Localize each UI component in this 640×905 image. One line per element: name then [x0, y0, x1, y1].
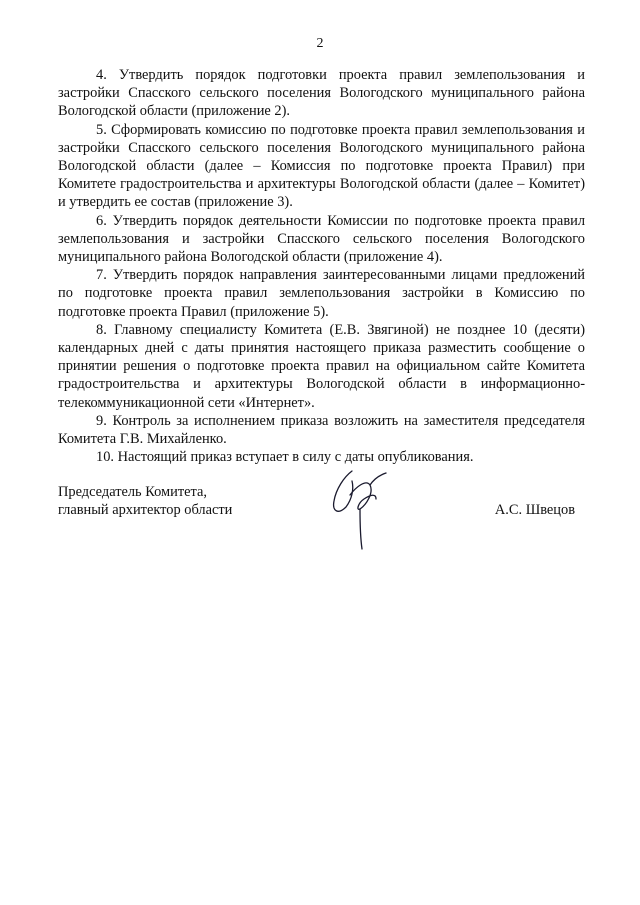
- paragraph-item-10: 10. Настоящий приказ вступает в силу с даты опубликования.: [96, 449, 474, 466]
- paragraph-item-8: 8. Главному специалисту Комитета (Е.В. Звягиной) не позднее 10 (десяти) календарных дней с даты принятия настоящего приказа разместить сообщение о принятии решения о подготовке проекта правил на официальном сайте Комитета градостроительства и архитектуры Вологодской области в информационно-телекоммуникационной сети «Интернет».: [58, 321, 585, 411]
- paragraph-item-6: 6. Утвердить порядок деятельности Комиссии по подготовке проекта правил землепользования и застройки Спасского сельского поселения Вологодского муниципального района Вологодской области (приложение 4).: [58, 212, 585, 266]
- signatory-title: [58, 483, 232, 520]
- order-body: [58, 66, 585, 466]
- signatory-title-line-1: Председатель Комитета,: [58, 484, 207, 500]
- paragraph-item-9: 9. Контроль за исполнением приказа возложить на заместителя председателя Комитета Г.В. Михайленко.: [58, 412, 585, 448]
- paragraph-item-7: 7. Утвердить порядок направления заинтересованными лицами предложений по подготовке проекта правил землепользования застройки в Комиссию по подготовке проекта Правил (приложение 5).: [58, 267, 585, 320]
- paragraph-item-5: 5. Сформировать комиссию по подготовке проекта правил землепользования и застройки Спасского сельского поселения Вологодского муниципального района Вологодской области (далее – Комиссия по подготовке проекта Правил) при Комитете градостроительства и архитектуры Вологодской области (далее – Комитет) и утвердить ее состав (приложение 3).: [58, 121, 585, 211]
- signatory-name: А.С. Швецов: [494, 502, 575, 518]
- paragraph-item-4: 4. Утвердить порядок подготовки проекта правил землепользования и застройки Спасского сельского поселения Вологодского муниципального района Вологодской области (приложение 2).: [58, 67, 585, 120]
- page-number: 2: [316, 36, 324, 51]
- handwritten-signature-icon: [330, 465, 390, 551]
- signature-block: [58, 483, 585, 553]
- signatory-title-line-2: главный архитектор области: [58, 502, 233, 519]
